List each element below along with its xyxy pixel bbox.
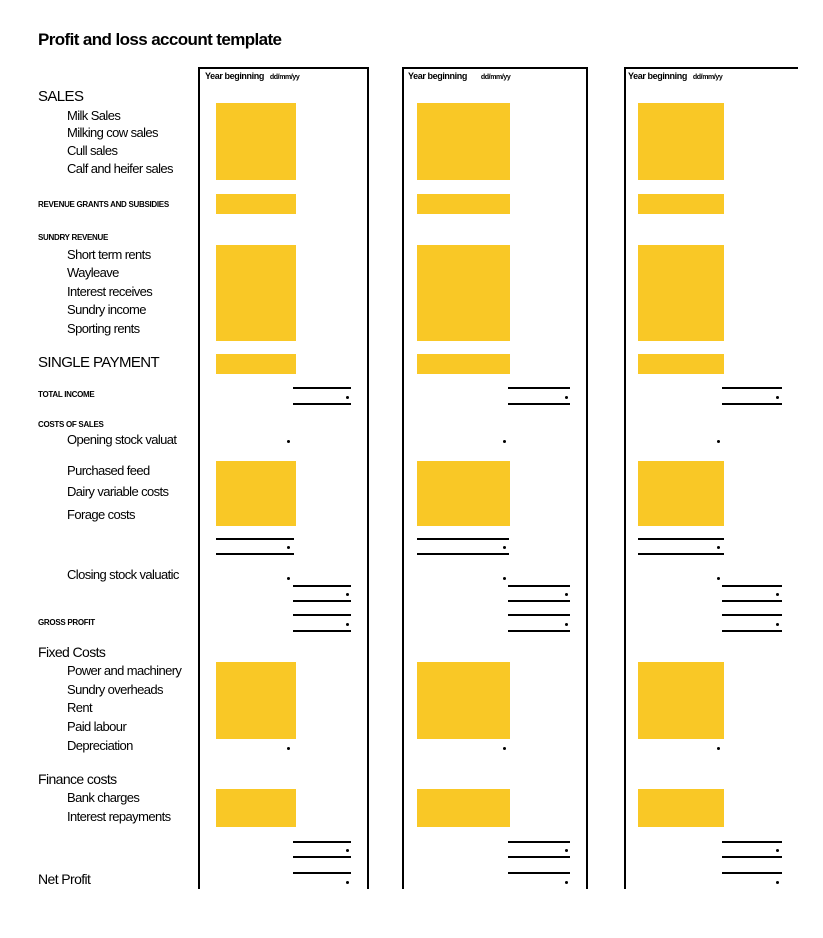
net-profit-rule — [508, 841, 570, 843]
revenue-grants-label: REVENUE GRANTS AND SUBSIDIES — [38, 200, 169, 209]
cost-of-sales-item: Purchased feed — [67, 463, 150, 478]
gross-profit-label: GROSS PROFIT — [38, 618, 95, 627]
sales-input-box[interactable] — [638, 103, 724, 180]
fixed-costs-item: Paid labour — [67, 719, 127, 734]
cost-of-sales-input-box[interactable] — [417, 461, 510, 526]
finance-costs-input-box[interactable] — [638, 789, 724, 827]
single-payment-label: SINGLE PAYMENT — [38, 354, 160, 371]
gross-profit-cell — [776, 623, 779, 626]
closing-stock-total-cell — [565, 593, 568, 596]
total-income-label: TOTAL INCOME — [38, 390, 95, 399]
finance-costs-heading: Finance costs — [38, 771, 117, 787]
total-income-cell — [565, 396, 568, 399]
net-profit-cell — [565, 881, 568, 884]
opening-stock-label: Opening stock valuat — [67, 432, 177, 447]
column-date-format: dd/mm/yy — [692, 74, 723, 81]
page-title: Profit and loss account template — [38, 30, 282, 49]
depreciation-cell — [287, 747, 290, 750]
closing-stock-total-cell — [776, 593, 779, 596]
costs-of-sales-heading: COSTS OF SALES — [38, 420, 104, 429]
net-profit-rule — [722, 856, 782, 858]
gross-profit-rule — [508, 614, 570, 616]
total-income-rule — [508, 387, 570, 389]
column-heading-label: Year beginning — [408, 71, 467, 81]
sundry-revenue-item: Sporting rents — [67, 321, 140, 336]
opening-stock-cell — [503, 440, 506, 443]
cost-of-sales-subtotal-rule — [417, 538, 509, 540]
total-income-rule — [293, 403, 351, 405]
single-payment-input-box[interactable] — [417, 354, 510, 374]
closing-stock-total-cell — [346, 593, 349, 596]
closing-stock-rule — [508, 600, 570, 602]
depreciation-cell — [503, 747, 506, 750]
cost-of-sales-subtotal-cell — [717, 546, 720, 549]
fixed-costs-input-box[interactable] — [216, 662, 296, 739]
sales-heading: SALES — [38, 88, 84, 105]
closing-stock-cell — [287, 577, 290, 580]
revenue-grants-input-box[interactable] — [417, 194, 510, 214]
cost-of-sales-subtotal-rule — [216, 538, 294, 540]
revenue-grants-input-box[interactable] — [216, 194, 296, 214]
closing-stock-rule — [293, 600, 351, 602]
closing-stock-rule — [293, 585, 351, 587]
closing-stock-cell — [717, 577, 720, 580]
single-payment-input-box[interactable] — [638, 354, 724, 374]
finance-total-cell — [346, 849, 349, 852]
fixed-costs-item: Power and machinery — [67, 663, 182, 678]
depreciation-cell — [717, 747, 720, 750]
column-heading-label: Year beginning — [628, 71, 687, 81]
column-heading-2 — [408, 71, 510, 81]
total-income-cell — [346, 396, 349, 399]
closing-stock-rule — [722, 600, 782, 602]
cost-of-sales-subtotal-rule — [417, 553, 509, 555]
net-profit-rule — [722, 841, 782, 843]
opening-stock-cell — [717, 440, 720, 443]
sundry-revenue-input-box[interactable] — [417, 245, 510, 341]
net-profit-rule — [293, 856, 351, 858]
cost-of-sales-subtotal-rule — [638, 553, 724, 555]
finance-costs-item: Bank charges — [67, 790, 140, 805]
sundry-revenue-item: Interest receives — [67, 284, 153, 299]
gross-profit-rule — [722, 630, 782, 632]
total-income-rule — [722, 403, 782, 405]
cost-of-sales-item: Dairy variable costs — [67, 484, 169, 499]
sales-item: Cull sales — [67, 143, 118, 158]
net-profit-rule — [722, 872, 782, 874]
fixed-costs-item: Sundry overheads — [67, 682, 163, 697]
gross-profit-cell — [346, 623, 349, 626]
net-profit-cell — [346, 881, 349, 884]
revenue-grants-input-box[interactable] — [638, 194, 724, 214]
fixed-costs-item: Depreciation — [67, 738, 133, 753]
sundry-revenue-item: Short term rents — [67, 247, 151, 262]
finance-costs-input-box[interactable] — [216, 789, 296, 827]
net-profit-cell — [776, 881, 779, 884]
net-profit-rule — [508, 872, 570, 874]
column-heading-1 — [205, 71, 299, 81]
column-heading-3 — [628, 71, 722, 81]
closing-stock-rule — [722, 585, 782, 587]
finance-costs-item: Interest repayments — [67, 809, 171, 824]
total-income-rule — [508, 403, 570, 405]
cost-of-sales-subtotal-rule — [638, 538, 724, 540]
sales-item: Milking cow sales — [67, 125, 158, 140]
cost-of-sales-item: Forage costs — [67, 507, 135, 522]
sundry-revenue-item: Sundry income — [67, 302, 146, 317]
fixed-costs-input-box[interactable] — [638, 662, 724, 739]
fixed-costs-input-box[interactable] — [417, 662, 510, 739]
total-income-rule — [293, 387, 351, 389]
finance-total-cell — [776, 849, 779, 852]
column-heading-label: Year beginning — [205, 71, 264, 81]
cost-of-sales-subtotal-cell — [503, 546, 506, 549]
fixed-costs-heading: Fixed Costs — [38, 644, 106, 660]
finance-costs-input-box[interactable] — [417, 789, 510, 827]
total-income-cell — [776, 396, 779, 399]
closing-stock-rule — [508, 585, 570, 587]
sundry-revenue-input-box[interactable] — [216, 245, 296, 341]
gross-profit-rule — [293, 630, 351, 632]
cost-of-sales-input-box[interactable] — [216, 461, 296, 526]
cost-of-sales-subtotal-cell — [287, 546, 290, 549]
single-payment-input-box[interactable] — [216, 354, 296, 374]
sundry-revenue-input-box[interactable] — [638, 245, 724, 341]
cost-of-sales-subtotal-rule — [216, 553, 294, 555]
sales-item: Calf and heifer sales — [67, 161, 173, 176]
closing-stock-label: Closing stock valuatic — [67, 567, 179, 582]
net-profit-label: Net Profit — [38, 871, 91, 887]
net-profit-rule — [293, 841, 351, 843]
gross-profit-cell — [565, 623, 568, 626]
sales-input-box[interactable] — [216, 103, 296, 180]
closing-stock-cell — [503, 577, 506, 580]
finance-total-cell — [565, 849, 568, 852]
gross-profit-rule — [293, 614, 351, 616]
gross-profit-rule — [722, 614, 782, 616]
column-date-format: dd/mm/yy — [269, 74, 300, 81]
sundry-revenue-heading: SUNDRY REVENUE — [38, 233, 109, 242]
sales-item: Milk Sales — [67, 108, 121, 123]
sales-input-box[interactable] — [417, 103, 510, 180]
fixed-costs-item: Rent — [67, 700, 93, 715]
sundry-revenue-item: Wayleave — [67, 265, 119, 280]
cost-of-sales-input-box[interactable] — [638, 461, 724, 526]
total-income-rule — [722, 387, 782, 389]
column-date-format: dd/mm/yy — [480, 74, 511, 81]
gross-profit-rule — [508, 630, 570, 632]
net-profit-rule — [293, 872, 351, 874]
opening-stock-cell — [287, 440, 290, 443]
net-profit-rule — [508, 856, 570, 858]
